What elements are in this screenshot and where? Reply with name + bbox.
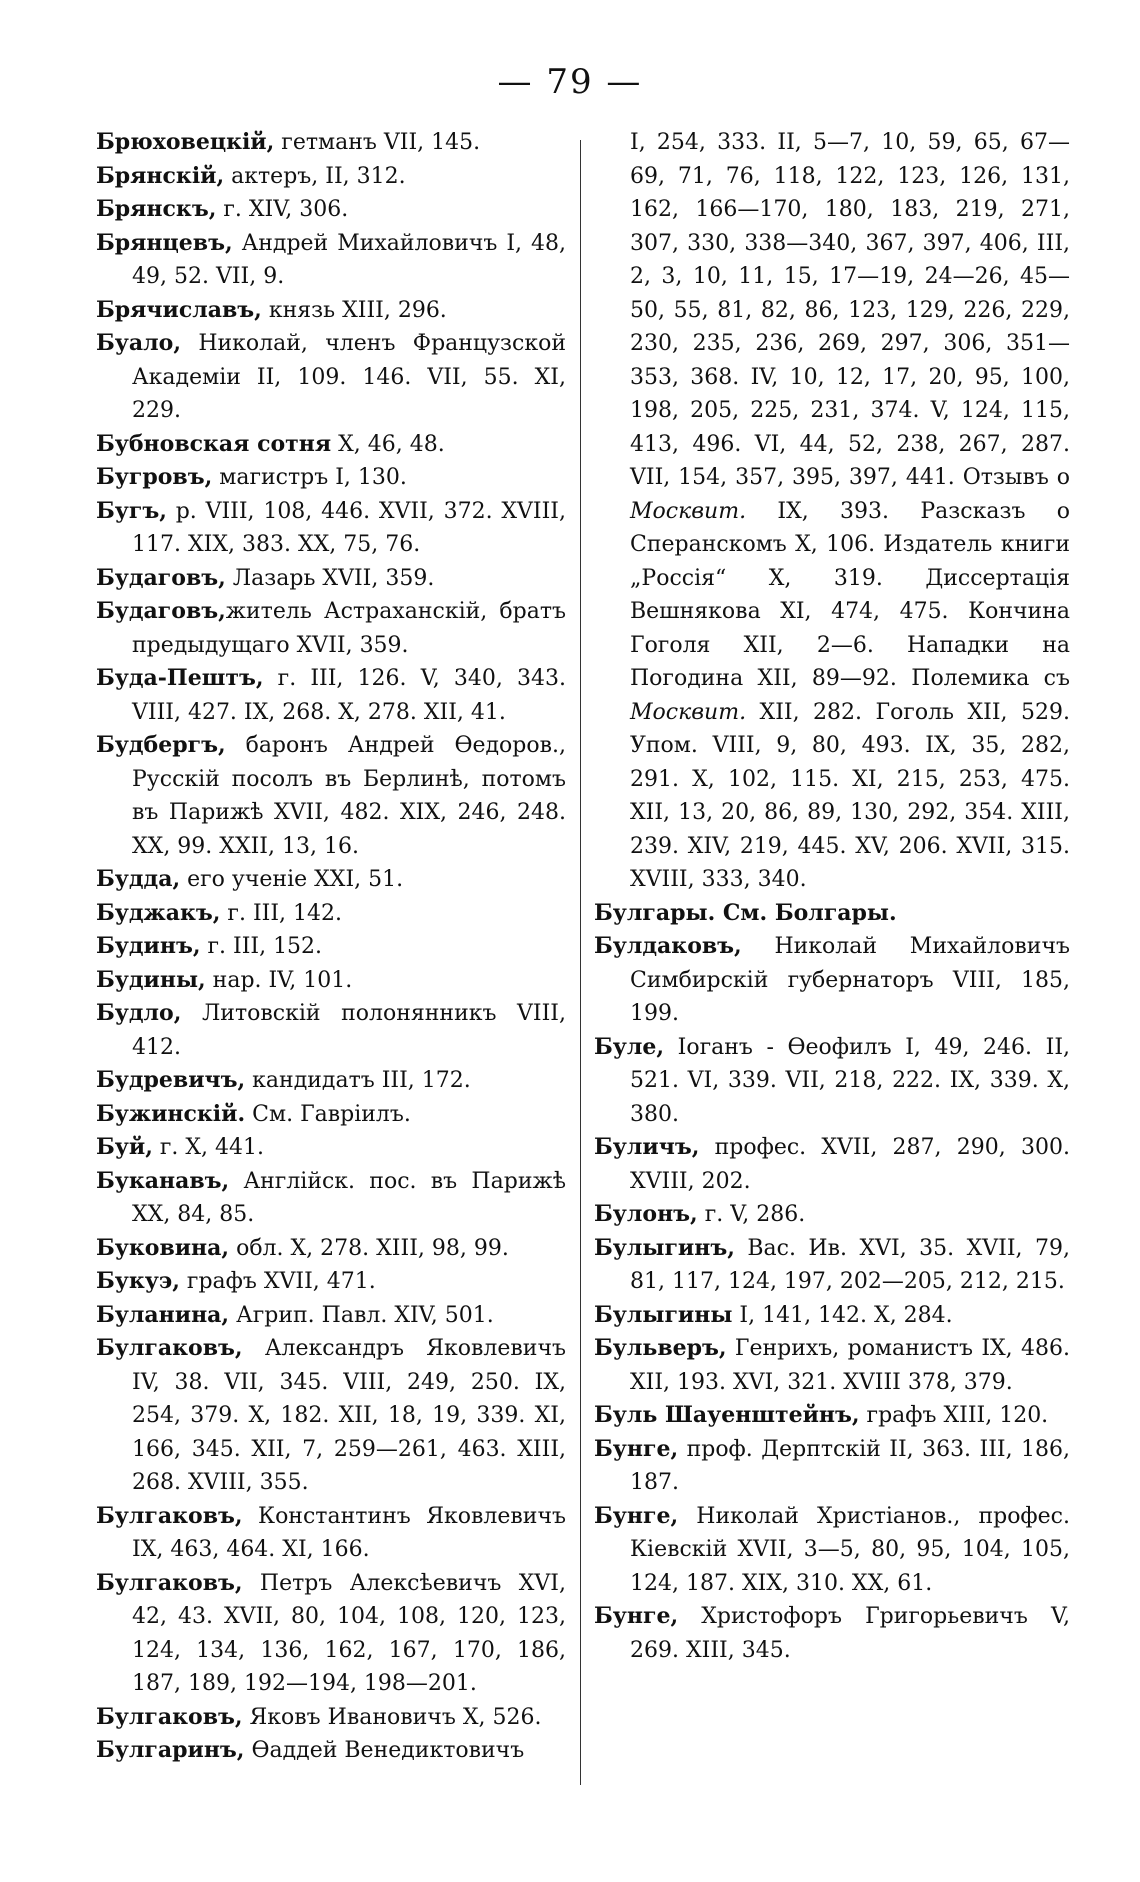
entry-text: X, 46, 48. bbox=[331, 431, 445, 457]
entry-text: IX, 393. Разсказъ о Сперанскомъ X, 106. Издатель книги „Россія“ X, 319. Диссертація Вешнякова XI, 474, 475. Кончина Гоголя XII, 2—6. Нападки на Погодина XII, 89—92. Полемика съ bbox=[630, 498, 1070, 691]
entry-text: его ученіе XXI, 51. bbox=[180, 867, 404, 892]
entry-text: Андрей Михайловичъ I, 48, 49, 52. VII, 9. bbox=[132, 230, 566, 289]
index-entry bbox=[594, 1031, 1070, 1132]
entry-heading: Брянскій, bbox=[96, 162, 225, 189]
entry-heading: Букуэ, bbox=[96, 1268, 180, 1294]
entry-text: Англійск. пос. въ Парижѣ XX, 84, 85. bbox=[132, 1168, 566, 1227]
entry-heading: Буланина, bbox=[96, 1301, 230, 1328]
entry-heading: Булгаковъ, bbox=[96, 1569, 243, 1596]
entry-italic: Москвит. bbox=[630, 699, 747, 725]
entry-text: Яковъ Ивановичъ X, 526. bbox=[242, 1704, 542, 1730]
entry-text: Ѳаддей Венедиктовичъ bbox=[244, 1738, 525, 1763]
index-entry bbox=[594, 1500, 1070, 1601]
index-entry bbox=[96, 662, 566, 729]
entry-heading: Бунге, bbox=[594, 1603, 679, 1629]
entry-text: Николай Христіанов., профес. Кіевскій XVII, 3—5, 80, 95, 104, 105, 124, 187. XIX, 310. XX, 61. bbox=[630, 1503, 1070, 1596]
index-entry bbox=[594, 930, 1070, 1031]
entry-text: Николай, членъ Французской Академіи II, 109. 146. VII, 55. XI, 229. bbox=[132, 331, 566, 423]
entry-heading: Булонъ, bbox=[594, 1201, 698, 1227]
entry-heading: Булгары. bbox=[594, 899, 716, 926]
entry-text: г. V, 286. bbox=[697, 1202, 806, 1227]
index-entry bbox=[96, 461, 566, 495]
entry-text: Агрип. Павл. XIV, 501. bbox=[229, 1302, 494, 1328]
entry-text: гетманъ VII, 145. bbox=[274, 130, 481, 155]
index-entry bbox=[96, 1567, 566, 1701]
index-entry bbox=[594, 1198, 1070, 1232]
index-entry bbox=[96, 1131, 566, 1165]
entry-text: Христофоръ Григорьевичъ V, 269. XIII, 345. bbox=[630, 1604, 1070, 1663]
index-entry bbox=[96, 930, 566, 964]
entry-heading: Буало, bbox=[96, 330, 181, 356]
entry-text: нар. IV, 101. bbox=[205, 967, 353, 993]
entry-italic: Москвит. bbox=[630, 498, 747, 524]
index-entry bbox=[96, 997, 566, 1064]
index-entry bbox=[96, 327, 566, 428]
entry-heading: Будревичъ, bbox=[96, 1067, 246, 1093]
entry-heading: Буканавъ, bbox=[96, 1167, 230, 1194]
index-entry-continuation bbox=[594, 126, 1070, 897]
index-entry bbox=[96, 193, 566, 227]
entry-text: См. Болгары. bbox=[715, 899, 897, 926]
entry-heading: Буле, bbox=[594, 1033, 665, 1060]
index-entry bbox=[96, 1165, 566, 1232]
index-entry bbox=[594, 1299, 1070, 1333]
index-column-right bbox=[594, 126, 1070, 1667]
entry-text: князь XIII, 296. bbox=[261, 297, 447, 323]
index-entry bbox=[594, 897, 1070, 931]
entry-text: XII, 282. Гоголь XII, 529. Упом. VIII, 9, 80, 493. IX, 35, 282, 291. X, 102, 115. XI, 215, 253, 475. XII, 13, 20, 86, 89, 130, 292, 354. XIII, 239. XIV, 219, 445. XV, 206. XVII, 315. XVIII, 333, 340. bbox=[630, 699, 1070, 892]
index-entry bbox=[96, 1500, 566, 1567]
entry-text: I, 254, 333. II, 5—7, 10, 59, 65, 67—69, 71, 76, 118, 122, 123, 126, 131, 162, 166—170, 180, 183, 219, 271, 307, 330, 338—340, 367, 397, 406, III, 2, 3, 10, 11, 15, 17—19, 24—26, 45—50, 55, 81, 82, 86, 123, 129, 226, 229, 230, 235, 236, 269, 297, 306, 351—353, 368. IV, 10, 12, 17, 20, 95, 100, 198, 205, 225, 231, 374. V, 124, 115, 413, 496. VI, 44, 52, 238, 267, 287. VII, 154, 357, 395, 397, 441. Отзывъ о bbox=[630, 130, 1070, 490]
entry-text: I, 141, 142. X, 284. bbox=[732, 1302, 953, 1328]
entry-heading: Булгаринъ, bbox=[96, 1737, 245, 1763]
entry-text: графъ XIII, 120. bbox=[859, 1403, 1049, 1428]
entry-text: графъ XVII, 471. bbox=[179, 1269, 376, 1294]
index-entry bbox=[96, 495, 566, 562]
entry-heading: Буличъ, bbox=[594, 1134, 700, 1160]
entry-heading: Бугровъ, bbox=[96, 464, 213, 490]
index-entry bbox=[96, 1232, 566, 1266]
entry-text: баронъ Андрей Ѳедоров., Русскій посолъ въ Берлинѣ, потомъ въ Парижѣ XVII, 482. XIX, 246, 248. XX, 99. XXII, 13, 16. bbox=[132, 733, 566, 859]
index-entry bbox=[96, 863, 566, 897]
entry-heading: Будаговъ, bbox=[96, 564, 226, 591]
index-entry bbox=[96, 1064, 566, 1098]
entry-text: р. VIII, 108, 446. XVII, 372. XVIII, 117. XIX, 383. XX, 75, 76. bbox=[132, 498, 566, 557]
entry-heading: Булгаковъ, bbox=[96, 1703, 243, 1730]
entry-heading: Булдаковъ, bbox=[594, 933, 742, 959]
entry-text: кандидатъ III, 172. bbox=[245, 1068, 471, 1093]
entry-heading: Буда-Пештъ, bbox=[96, 665, 264, 691]
entry-text: См. Гавріилъ. bbox=[245, 1101, 411, 1127]
entry-text: Петръ Алексѣевичъ XVI, 42, 43. XVII, 80, 104, 108, 120, 123, 124, 134, 136, 162, 167, 170, 186, 187, 189, 192—194, 198—201. bbox=[132, 1570, 566, 1696]
entry-text: обл. X, 278. XIII, 98, 99. bbox=[229, 1235, 509, 1261]
index-entry bbox=[96, 428, 566, 462]
entry-text: г. X, 441. bbox=[152, 1135, 264, 1160]
index-entry bbox=[594, 1131, 1070, 1198]
entry-heading: Буй, bbox=[96, 1134, 153, 1160]
entry-text: магистръ I, 130. bbox=[212, 465, 407, 490]
index-entry bbox=[96, 729, 566, 863]
index-entry bbox=[96, 1265, 566, 1299]
entry-text: г. III, 152. bbox=[200, 934, 323, 959]
entry-text: Іоганъ - Ѳеофилъ I, 49, 246. II, 521. VI, 339. VII, 218, 222. IX, 339. X, 380. bbox=[630, 1034, 1070, 1127]
entry-heading: Будины, bbox=[96, 966, 206, 993]
index-entry bbox=[96, 562, 566, 596]
entry-heading: Брячиславъ, bbox=[96, 296, 262, 323]
entry-text: г. III, 126. V, 340, 343. VIII, 427. IX, 268. X, 278. XII, 41. bbox=[132, 666, 566, 725]
index-entry bbox=[96, 897, 566, 931]
entry-heading: Брянскъ, bbox=[96, 196, 217, 222]
entry-text: Николай Михайловичъ Симбирскій губернаторъ VIII, 185, 199. bbox=[630, 934, 1070, 1026]
entry-text: актеръ, II, 312. bbox=[224, 163, 406, 189]
entry-text: г. XIV, 306. bbox=[216, 197, 349, 222]
index-entry bbox=[96, 595, 566, 662]
entry-text: Вас. Ив. XVI, 35. XVII, 79, 81, 117, 124, 197, 202—205, 212, 215. bbox=[630, 1235, 1070, 1294]
entry-heading: Брюховецкій, bbox=[96, 129, 275, 155]
entry-text: профес. XVII, 287, 290, 300. XVIII, 202. bbox=[630, 1135, 1070, 1194]
index-entry bbox=[96, 1734, 566, 1768]
entry-text: Александръ Яковлевичъ IV, 38. VII, 345. VIII, 249, 250. IX, 254, 379. X, 182. XII, 18, 19, 339. XI, 166, 345. XII, 7, 259—261, 463. XIII, 268. XVIII, 355. bbox=[132, 1336, 566, 1495]
entry-heading: Бубновская сотня bbox=[96, 430, 332, 457]
index-entry bbox=[96, 1332, 566, 1500]
index-column-left bbox=[96, 126, 566, 1768]
entry-heading: Будаговъ, bbox=[96, 598, 226, 624]
entry-heading: Буджакъ, bbox=[96, 899, 221, 926]
entry-heading: Булгаковъ, bbox=[96, 1502, 243, 1529]
entry-text: Литовскій полонянникъ VIII, 412. bbox=[132, 1001, 566, 1060]
index-entry bbox=[96, 1701, 566, 1735]
entry-heading: Буковина, bbox=[96, 1234, 230, 1261]
entry-heading: Бунге, bbox=[594, 1502, 679, 1529]
entry-heading: Бульверъ, bbox=[594, 1335, 727, 1361]
entry-heading: Бунге, bbox=[594, 1435, 679, 1462]
entry-heading: Булыгины bbox=[594, 1301, 733, 1328]
entry-heading: Бугъ, bbox=[96, 497, 167, 524]
entry-heading: Будда, bbox=[96, 866, 181, 892]
index-entry bbox=[594, 1232, 1070, 1299]
index-entry bbox=[96, 1098, 566, 1132]
entry-heading: Брянцевъ, bbox=[96, 229, 233, 256]
index-entry bbox=[594, 1399, 1070, 1433]
index-entry bbox=[594, 1433, 1070, 1500]
entry-heading: Будло, bbox=[96, 1000, 182, 1026]
entry-heading: Бужинскій. bbox=[96, 1100, 246, 1127]
index-entry bbox=[96, 227, 566, 294]
entry-heading: Будбергъ, bbox=[96, 732, 226, 758]
column-divider bbox=[580, 140, 581, 1785]
index-entry bbox=[594, 1332, 1070, 1399]
index-entry bbox=[96, 964, 566, 998]
entry-heading: Будинъ, bbox=[96, 933, 201, 959]
entry-text: проф. Дерптскій II, 363. III, 186, 187. bbox=[630, 1436, 1070, 1495]
index-entry bbox=[96, 160, 566, 194]
entry-text: Генрихъ, романистъ IX, 486. XII, 193. XVI, 321. XVIII 378, 379. bbox=[630, 1336, 1070, 1395]
index-entry bbox=[96, 126, 566, 160]
index-entry bbox=[594, 1600, 1070, 1667]
entry-heading: Булгаковъ, bbox=[96, 1335, 243, 1361]
page-number: — 79 — bbox=[497, 62, 643, 102]
index-entry bbox=[96, 294, 566, 328]
entry-heading: Буль Шауенштейнъ, bbox=[594, 1402, 860, 1428]
entry-text: г. III, 142. bbox=[220, 900, 342, 926]
index-entry bbox=[96, 1299, 566, 1333]
entry-text: Константинъ Яковлевичъ IX, 463, 464. XI, 166. bbox=[132, 1503, 566, 1562]
entry-heading: Булыгинъ, bbox=[594, 1234, 735, 1261]
entry-text: житель Астраханскій, братъ предыдущаго XVII, 359. bbox=[132, 599, 566, 658]
entry-text: Лазарь XVII, 359. bbox=[225, 565, 435, 591]
